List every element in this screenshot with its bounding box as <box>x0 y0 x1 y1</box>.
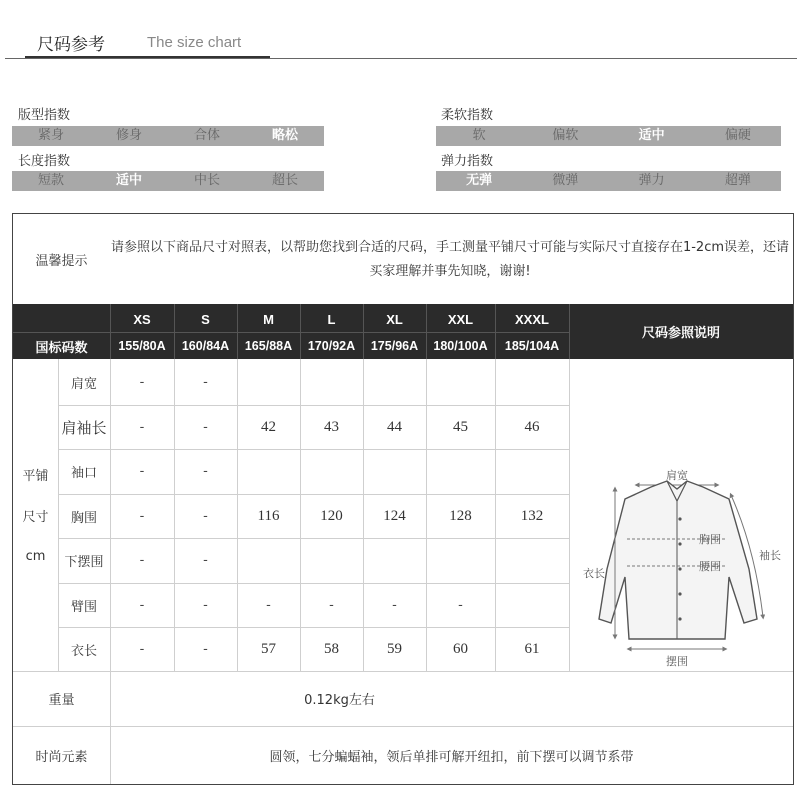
row-label: 下摆围 <box>64 555 104 570</box>
soft-index-bar <box>436 126 781 146</box>
group-label-line: 尺寸 <box>22 509 49 525</box>
row-label: 臂围 <box>70 599 97 615</box>
size-value-cell: - <box>203 464 208 479</box>
size-header: XXXL <box>515 311 549 327</box>
national-code-label: 国标码数 <box>35 339 88 355</box>
grid-line <box>569 359 570 671</box>
diagram-label-chest: 胸围 <box>699 533 721 546</box>
size-value-cell: - <box>266 597 271 613</box>
size-reference-label: 尺码参照说明 <box>641 325 720 340</box>
size-header: XS <box>133 311 151 327</box>
national-code: 165/88A <box>244 339 293 353</box>
diagram-label-length: 衣长 <box>583 567 605 580</box>
size-value-cell: 42 <box>261 418 276 435</box>
soft-index-title: 柔软指数 <box>441 108 494 123</box>
national-code: 160/84A <box>181 339 230 353</box>
size-value-cell: - <box>139 641 145 657</box>
size-value-cell: 61 <box>524 640 540 657</box>
national-code: 170/92A <box>307 339 356 353</box>
row-label: 胸围 <box>70 510 97 526</box>
size-value-cell: - <box>139 597 145 613</box>
size-value-cell: 124 <box>383 507 406 524</box>
row-label: 衣长 <box>70 643 97 659</box>
tip-text: 请参照以下商品尺寸对照表，以帮助您找到合适的尺码，手工测量平铺尺寸可能与实际尺寸直接存在1-2cm误差，还请买家理解并事先知晓，谢谢! <box>110 240 790 279</box>
length-option: 超长 <box>271 173 298 188</box>
length-option: 中长 <box>193 173 220 188</box>
weight-value: 0.12kg左右 <box>304 693 375 708</box>
fit-option: 合体 <box>193 128 220 143</box>
size-value-cell: - <box>139 464 145 479</box>
group-label-line: cm <box>25 548 46 564</box>
size-value-cell: 128 <box>449 507 472 524</box>
elastic-option-selected: 无弹 <box>466 173 493 188</box>
size-header: L <box>327 311 336 327</box>
diagram-label-waist: 腰围 <box>699 560 721 573</box>
size-value-cell: - <box>458 597 463 613</box>
size-value-cell: - <box>139 508 145 524</box>
elastic-option: 超弹 <box>724 173 751 188</box>
size-value-cell: 116 <box>257 507 280 524</box>
size-value-cell: 46 <box>524 418 540 435</box>
diagram-label-sleeve: 袖长 <box>759 549 781 562</box>
row-label: 袖口 <box>70 466 97 481</box>
size-header: M <box>263 311 274 327</box>
header-title-cn: 尺码参考 <box>37 35 105 55</box>
size-value-cell: 45 <box>453 418 468 435</box>
national-code: 180/100A <box>433 339 488 353</box>
elastic-index-bar <box>436 171 781 191</box>
header-title-en: The size chart <box>147 34 242 51</box>
size-header: S <box>201 311 210 327</box>
size-header: XXL <box>447 311 474 327</box>
weight-label: 重量 <box>48 693 75 708</box>
size-value-cell: 58 <box>324 640 339 657</box>
size-value-cell: - <box>329 597 334 613</box>
fit-index-title: 版型指数 <box>18 108 71 123</box>
size-value-cell: 132 <box>520 507 544 524</box>
style-label: 时尚元素 <box>35 749 88 765</box>
size-value-cell: 57 <box>261 640 276 657</box>
national-code: 155/80A <box>118 339 166 353</box>
length-option-selected: 适中 <box>115 173 142 188</box>
elastic-index-title: 弹力指数 <box>441 154 494 169</box>
size-header: XL <box>386 311 403 327</box>
national-code: 185/104A <box>504 339 560 353</box>
row-label: 肩袖长 <box>61 418 107 437</box>
length-option: 短款 <box>37 173 64 188</box>
size-chart-header <box>25 28 270 60</box>
fit-index-bar <box>12 126 324 146</box>
size-table <box>12 213 794 785</box>
tip-label: 温馨提示 <box>35 253 88 269</box>
size-value-cell: 59 <box>387 640 402 657</box>
size-value-cell: - <box>203 419 208 435</box>
size-value-cell: 43 <box>324 418 339 435</box>
national-code: 175/96A <box>370 339 419 353</box>
size-value-cell: 120 <box>320 507 343 524</box>
elastic-option: 微弹 <box>552 173 579 188</box>
size-value-cell: 44 <box>387 418 402 435</box>
size-value-cell: - <box>203 508 208 524</box>
soft-option: 偏硬 <box>724 128 751 143</box>
size-value-cell: 60 <box>453 640 468 657</box>
soft-option-selected: 适中 <box>638 128 665 143</box>
header-divider <box>5 58 797 59</box>
row-label: 肩宽 <box>70 376 97 392</box>
shirt-measurement-diagram <box>579 459 783 669</box>
diagram-label-shoulder: 肩宽 <box>666 469 688 482</box>
group-label-line: 平铺 <box>22 468 49 484</box>
style-value: 圆领，七分蝙蝠袖，领后单排可解开纽扣，前下摆可以调节系带 <box>269 749 634 765</box>
size-value-cell: - <box>203 641 208 657</box>
size-value-cell: - <box>139 419 145 435</box>
elastic-option: 弹力 <box>638 173 665 188</box>
soft-option: 软 <box>472 128 486 143</box>
length-index-title: 长度指数 <box>18 154 71 169</box>
size-value-cell: - <box>203 597 208 613</box>
length-index-bar <box>12 171 324 191</box>
size-value-cell: - <box>203 374 208 390</box>
size-value-cell: - <box>203 553 208 568</box>
fit-option: 紧身 <box>37 128 64 143</box>
size-value-cell: - <box>139 374 145 390</box>
size-value-cell: - <box>392 597 397 613</box>
size-value-cell: - <box>139 553 145 568</box>
fit-option: 修身 <box>115 128 142 143</box>
soft-option: 偏软 <box>552 128 579 143</box>
fit-option-selected: 略松 <box>271 128 298 143</box>
diagram-label-hem: 摆围 <box>666 655 688 668</box>
